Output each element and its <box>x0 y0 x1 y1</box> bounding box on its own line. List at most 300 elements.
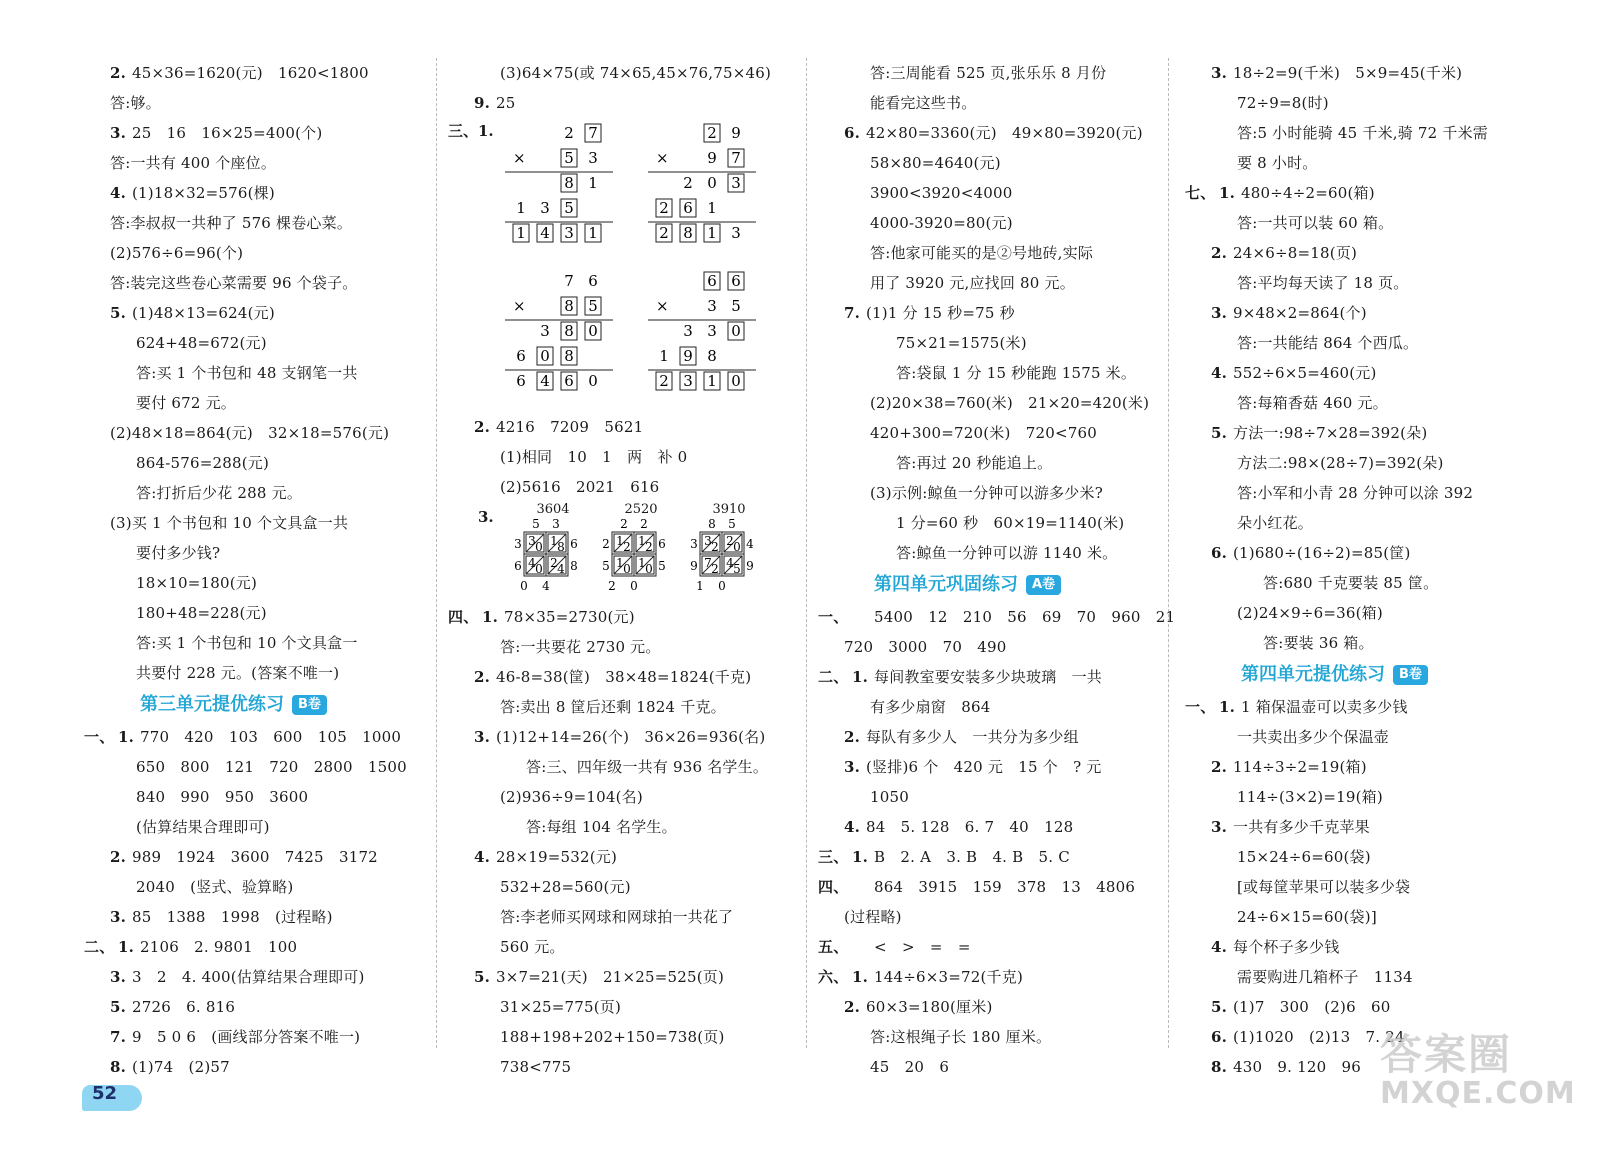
answer-line <box>84 58 434 88</box>
svg-text:×: × <box>656 149 669 167</box>
svg-text:4: 4 <box>726 556 734 570</box>
answer-line: 答:一共要花 2730 元。 <box>500 638 661 656</box>
lattice-result: 2520 <box>624 502 658 517</box>
svg-text:8: 8 <box>707 347 717 365</box>
svg-text:9: 9 <box>731 124 741 142</box>
svg-text:8: 8 <box>564 174 574 192</box>
svg-text:1: 1 <box>616 534 624 548</box>
answer-line: 答:鲸鱼一分钟可以游 1140 米。 <box>896 544 1118 562</box>
question-number: 5. <box>110 304 127 322</box>
section-label: 七、 <box>1185 184 1216 202</box>
answer-line <box>818 118 1178 148</box>
section-label: 六、 <box>818 968 849 986</box>
svg-text:2: 2 <box>659 372 669 390</box>
answer-line <box>84 842 434 872</box>
svg-text:6: 6 <box>514 559 522 573</box>
answer-line: 75×21=1575(米) <box>896 334 1027 352</box>
svg-text:7: 7 <box>731 149 741 167</box>
answer-text: 770 420 103 600 105 1000 <box>140 728 402 746</box>
svg-text:1: 1 <box>696 579 704 593</box>
answer-line: 答:袋鼠 1 分 15 秒能跑 1575 米。 <box>896 364 1137 382</box>
svg-text:8: 8 <box>708 518 716 531</box>
answer-text: 144÷6×3=72(千克) <box>874 968 1024 986</box>
question-number: 7. <box>110 1028 127 1046</box>
section-label: 三、 <box>818 848 849 866</box>
svg-text:5: 5 <box>658 559 666 573</box>
answer-text: (1)74 (2)57 <box>132 1058 230 1076</box>
svg-text:1: 1 <box>516 199 526 217</box>
svg-text:0: 0 <box>630 579 638 593</box>
answer-line: 要付 672 元。 <box>136 394 236 412</box>
answer-line: 答:买 1 个书包和 10 个文具盒一 <box>136 634 358 652</box>
answer-line: 答:再过 20 秒能追上。 <box>896 454 1053 472</box>
svg-text:8: 8 <box>557 540 565 554</box>
answer-line: 624+48=672(元) <box>136 334 267 352</box>
section-label: 一、 <box>818 608 849 626</box>
svg-text:1: 1 <box>638 556 646 570</box>
section-label: 一、 <box>84 728 115 746</box>
svg-text:5: 5 <box>731 297 741 315</box>
svg-text:2: 2 <box>683 174 693 192</box>
svg-text:5: 5 <box>588 297 598 315</box>
answer-line: [或每筐苹果可以装多少袋 <box>1237 878 1411 896</box>
answer-line: 188+198+202+150=738(页) <box>500 1028 725 1046</box>
question-number: 9. <box>474 94 491 112</box>
answer-line <box>448 602 798 632</box>
answer-line <box>1185 692 1565 722</box>
answer-column-2 <box>448 58 798 1082</box>
answer-line: (3)买 1 个书包和 10 个文具盒一共 <box>110 514 349 532</box>
answer-text: 每个杯子多少钱 <box>1233 938 1340 956</box>
question-number: 3. <box>478 508 494 526</box>
section-label: 一、 <box>1185 698 1216 716</box>
svg-text:0: 0 <box>520 579 528 593</box>
answer-line <box>448 88 798 118</box>
answer-text: (1)48×13=624(元) <box>132 304 275 322</box>
svg-text:3: 3 <box>690 537 698 551</box>
svg-text:9: 9 <box>746 559 754 573</box>
svg-text:7: 7 <box>704 556 712 570</box>
svg-text:0: 0 <box>588 322 598 340</box>
answer-line <box>84 1052 434 1082</box>
svg-text:3: 3 <box>683 372 693 390</box>
answer-line: 能看完这些书。 <box>870 94 977 112</box>
svg-text:3: 3 <box>683 322 693 340</box>
column-divider <box>436 58 437 1048</box>
question-number: 4. <box>1211 938 1228 956</box>
question-number: 2. <box>844 998 861 1016</box>
section-heading-title: 第三单元提优练习 <box>140 694 284 715</box>
answer-line: 答:卖出 8 筐后还剩 1824 千克。 <box>500 698 726 716</box>
answer-column-3 <box>818 58 1178 1082</box>
answer-line: 用了 3920 元,应找回 80 元。 <box>870 274 1075 292</box>
answer-line: 18×10=180(元) <box>136 574 258 592</box>
svg-text:2: 2 <box>711 562 719 576</box>
answer-line <box>818 962 1178 992</box>
answer-text: 2106 2. 9801 100 <box>140 938 298 956</box>
svg-text:8: 8 <box>570 559 578 573</box>
answer-text: 25 16 16×25=400(个) <box>132 124 323 142</box>
answer-text: 2726 6. 816 <box>132 998 236 1016</box>
svg-text:0: 0 <box>731 372 741 390</box>
answer-text: 每队有多少人 一共分为多少组 <box>866 728 1079 746</box>
section-heading <box>1185 658 1565 692</box>
lattice-result: 3604 <box>536 502 570 517</box>
question-number: 5. <box>474 968 491 986</box>
svg-text:1: 1 <box>707 224 717 242</box>
svg-text:2: 2 <box>659 199 669 217</box>
svg-text:0: 0 <box>535 562 543 576</box>
answer-line <box>448 662 798 692</box>
question-number: 3. <box>110 908 127 926</box>
svg-text:3: 3 <box>731 174 741 192</box>
answer-line: 答:一共有 400 个座位。 <box>110 154 277 172</box>
answer-line: (3)64×75(或 74×65,45×76,75×46) <box>500 64 772 82</box>
page-number: 52 <box>80 1083 150 1113</box>
svg-text:3: 3 <box>707 322 717 340</box>
answer-text: 3 2 4. 400(估算结果合理即可) <box>132 968 365 986</box>
question-number: 3. <box>1211 818 1228 836</box>
answer-text: 5400 12 210 56 69 70 960 21 <box>874 608 1176 626</box>
answer-text: 一共有多少千克苹果 <box>1233 818 1370 836</box>
svg-text:0: 0 <box>540 347 550 365</box>
answer-line <box>1185 298 1565 328</box>
answer-line: 答:李老师买网球和网球拍一共花了 <box>500 908 734 926</box>
section-label: 三、1. <box>448 122 494 140</box>
answer-text: 4216 7209 5621 <box>496 418 644 436</box>
answer-line <box>448 962 798 992</box>
svg-text:8: 8 <box>564 347 574 365</box>
svg-text:6: 6 <box>564 372 574 390</box>
answer-line: 864-576=288(元) <box>136 454 270 472</box>
answer-text: 85 1388 1998 (过程略) <box>132 908 333 926</box>
answer-line <box>84 1022 434 1052</box>
answer-line: 答:买 1 个书包和 48 支钢笔一共 <box>136 364 358 382</box>
svg-text:×: × <box>656 297 669 315</box>
answer-text: 42×80=3360(元) 49×80=3920(元) <box>866 124 1143 142</box>
answer-line: 答:打折后少花 288 元。 <box>136 484 303 502</box>
answer-line: 答:要装 36 箱。 <box>1263 634 1374 652</box>
mult-76x85 <box>505 272 613 390</box>
svg-text:6: 6 <box>658 537 666 551</box>
answer-line: (2)48×18=864(元) 32×18=576(元) <box>110 424 390 442</box>
answer-line <box>448 722 798 752</box>
answer-line: (1)相同 10 1 两 补 0 <box>500 448 688 466</box>
answer-line: 答:680 千克要装 85 筐。 <box>1263 574 1439 592</box>
svg-text:5: 5 <box>564 199 574 217</box>
answer-column-4 <box>1185 58 1565 1082</box>
question-number: 2. <box>1211 244 1228 262</box>
answer-line: 840 990 950 3600 <box>136 788 309 806</box>
svg-text:9: 9 <box>707 149 717 167</box>
svg-text:0: 0 <box>588 372 598 390</box>
answer-column-1 <box>84 58 434 1082</box>
question-number: 4. <box>844 818 861 836</box>
answer-line <box>1185 992 1565 1022</box>
answer-line: 答:平均每天读了 18 页。 <box>1237 274 1409 292</box>
svg-text:9: 9 <box>683 347 693 365</box>
answer-text: 3×7=21(天) 21×25=525(页) <box>496 968 725 986</box>
svg-text:5: 5 <box>564 149 574 167</box>
question-number: 2. <box>474 668 491 686</box>
answer-line <box>818 842 1178 872</box>
answer-line: 答:每箱香菇 460 元。 <box>1237 394 1388 412</box>
lattice-result: 3910 <box>712 502 746 517</box>
question-number: 5. <box>110 998 127 1016</box>
answer-text: 989 1924 3600 7425 3172 <box>132 848 378 866</box>
svg-text:1: 1 <box>659 347 669 365</box>
section-label: 四、 <box>818 878 849 896</box>
answer-line: 560 元。 <box>500 938 565 956</box>
svg-text:2: 2 <box>620 518 628 531</box>
answer-line <box>84 118 434 148</box>
answer-line: 4000-3920=80(元) <box>870 214 1013 232</box>
section-label: 二、 <box>84 938 115 956</box>
answer-line: 共要付 228 元。(答案不唯一) <box>136 664 340 682</box>
answer-line <box>818 992 1178 1022</box>
question-number: 3. <box>1211 64 1228 82</box>
answer-text: 1 箱保温壶可以卖多少钱 <box>1241 698 1408 716</box>
answer-text: 60×3=180(厘米) <box>866 998 993 1016</box>
answer-text: (1)1020 (2)13 7. 24 <box>1233 1028 1405 1046</box>
answer-line <box>84 992 434 1022</box>
svg-text:6: 6 <box>570 537 578 551</box>
question-number: 2. <box>1211 758 1228 776</box>
svg-text:2: 2 <box>608 579 616 593</box>
svg-text:6: 6 <box>516 372 526 390</box>
svg-text:1: 1 <box>638 534 646 548</box>
answer-text: 480÷4÷2=60(箱) <box>1241 184 1375 202</box>
svg-text:1: 1 <box>516 224 526 242</box>
svg-text:0: 0 <box>731 322 741 340</box>
answer-line <box>1185 238 1565 268</box>
answer-text: 9 5 0 6 (画线部分答案不唯一) <box>132 1028 361 1046</box>
question-number: 5. <box>1211 424 1228 442</box>
answer-line: 31×25=775(页) <box>500 998 622 1016</box>
section-heading <box>818 568 1178 602</box>
svg-text:7: 7 <box>588 124 598 142</box>
svg-text:4: 4 <box>557 562 565 576</box>
answer-line: 答:他家可能买的是②号地砖,实际 <box>870 244 1094 262</box>
answer-text: (1)7 300 (2)6 60 <box>1233 998 1391 1016</box>
svg-text:3: 3 <box>704 534 712 548</box>
svg-text:0: 0 <box>733 540 741 554</box>
answer-line: 方法二:98×(28÷7)=392(朵) <box>1237 454 1444 472</box>
answer-line: 一共卖出多少个保温壶 <box>1237 728 1390 746</box>
svg-text:3: 3 <box>552 518 560 531</box>
question-number: 5. <box>1211 998 1228 1016</box>
answer-text: 430 9. 120 96 <box>1233 1058 1362 1076</box>
question-number: 6. <box>844 124 861 142</box>
svg-text:×: × <box>513 149 526 167</box>
answer-line: 24÷6×15=60(袋)] <box>1237 908 1377 926</box>
svg-text:4: 4 <box>746 537 754 551</box>
svg-text:4: 4 <box>540 372 550 390</box>
svg-text:7: 7 <box>564 272 574 290</box>
svg-text:4: 4 <box>540 224 550 242</box>
answer-line: (过程略) <box>844 908 902 926</box>
question-number: 1. <box>118 938 135 956</box>
answer-line: (2)20×38=760(米) 21×20=420(米) <box>870 394 1150 412</box>
svg-text:3: 3 <box>707 297 717 315</box>
svg-text:2: 2 <box>640 518 648 531</box>
answer-line: 答:小军和小青 28 分钟可以涂 392 <box>1237 484 1474 502</box>
answer-text: 24×6÷8=18(页) <box>1233 244 1358 262</box>
answer-text: (1)12+14=26(个) 36×26=936(名) <box>496 728 766 746</box>
answer-line: 738<775 <box>500 1058 572 1076</box>
answer-line: 1050 <box>870 788 909 806</box>
answer-text: 864 3915 159 378 13 4806 <box>874 878 1136 896</box>
question-number: 1. <box>1219 184 1236 202</box>
answer-text: 114÷3÷2=19(箱) <box>1233 758 1367 776</box>
answer-line <box>1185 178 1565 208</box>
svg-text:3: 3 <box>528 534 536 548</box>
answer-text: 552÷6×5=460(元) <box>1233 364 1377 382</box>
answer-text: 每间教室要安装多少块玻璃 一共 <box>874 668 1103 686</box>
svg-text:3: 3 <box>540 322 550 340</box>
svg-text:8: 8 <box>683 224 693 242</box>
svg-text:3: 3 <box>731 224 741 242</box>
answer-line <box>84 722 434 752</box>
question-number: 8. <box>110 1058 127 1076</box>
section-heading <box>84 688 434 722</box>
answer-line: (2)576÷6=96(个) <box>110 244 244 262</box>
answer-line: 650 800 121 720 2800 1500 <box>136 758 407 776</box>
answer-line: 答:一共能结 864 个西瓜。 <box>1237 334 1419 352</box>
answer-line: 答:够。 <box>110 94 161 112</box>
answer-line: 15×24÷6=60(袋) <box>1237 848 1371 866</box>
answer-line: 答:这根绳子长 180 厘米。 <box>870 1028 1052 1046</box>
svg-text:5: 5 <box>602 559 610 573</box>
section-badge: B卷 <box>292 695 327 715</box>
section-label: 五、 <box>818 938 849 956</box>
answer-line: 180+48=228(元) <box>136 604 267 622</box>
answer-text: (1)1 分 15 秒=75 秒 <box>866 304 1015 322</box>
answer-line <box>1185 58 1565 88</box>
svg-text:0: 0 <box>707 174 717 192</box>
question-number: 2. <box>110 848 127 866</box>
answer-line: 朵小红花。 <box>1237 514 1314 532</box>
question-number: 6. <box>1211 1028 1228 1046</box>
svg-text:0: 0 <box>718 579 726 593</box>
answer-text: 9×48×2=864(个) <box>1233 304 1367 322</box>
svg-text:6: 6 <box>707 272 717 290</box>
section-badge: B卷 <box>1393 665 1428 685</box>
svg-text:2: 2 <box>602 537 610 551</box>
section-badge: A卷 <box>1026 575 1061 595</box>
question-number: 4. <box>1211 364 1228 382</box>
mult-27x53 <box>505 124 613 242</box>
answer-line: 答:5 小时能骑 45 千米,骑 72 千米需 <box>1237 124 1488 142</box>
svg-text:0: 0 <box>623 562 631 576</box>
question-number: 1. <box>482 608 499 626</box>
answer-line: 532+28=560(元) <box>500 878 631 896</box>
answer-line: 答:每组 104 名学生。 <box>526 818 677 836</box>
answer-line: (估算结果合理即可) <box>136 818 270 836</box>
answer-line: 要 8 小时。 <box>1237 154 1318 172</box>
question-number: 8. <box>1211 1058 1228 1076</box>
svg-text:6: 6 <box>683 199 693 217</box>
answer-line: 1 分=60 秒 60×19=1140(米) <box>896 514 1125 532</box>
answer-line: (2)24×9÷6=36(箱) <box>1237 604 1383 622</box>
answer-text: (1)18×32=576(棵) <box>132 184 275 202</box>
question-number: 2. <box>474 418 491 436</box>
answer-line: 720 3000 70 490 <box>844 638 1007 656</box>
svg-text:1: 1 <box>588 174 598 192</box>
svg-text:0: 0 <box>535 540 543 554</box>
answer-text: 25 <box>496 94 516 112</box>
answer-line: 有多少扇窗 864 <box>870 698 991 716</box>
answer-line <box>84 932 434 962</box>
answer-line: 需要购进几箱杯子 1134 <box>1237 968 1413 986</box>
question-number: 1. <box>852 668 869 686</box>
answer-line <box>818 722 1178 752</box>
svg-text:2: 2 <box>564 124 574 142</box>
svg-text:2: 2 <box>623 540 631 554</box>
answer-line: (2)5616 2021 616 <box>500 478 660 496</box>
question-number: 1. <box>852 968 869 986</box>
answer-line <box>84 298 434 328</box>
svg-text:2: 2 <box>550 556 558 570</box>
answer-line: 要付多少钱? <box>136 544 221 562</box>
lattice-grid <box>514 518 578 593</box>
lattice-multiplication-block <box>448 502 798 602</box>
answer-line <box>818 932 1178 962</box>
question-number: 3. <box>110 968 127 986</box>
section-heading-title: 第四单元提优练习 <box>1241 664 1385 685</box>
question-number: 4. <box>474 848 491 866</box>
svg-text:1: 1 <box>588 224 598 242</box>
answer-line: 答:装完这些卷心菜需要 96 个袋子。 <box>110 274 358 292</box>
svg-text:8: 8 <box>564 297 574 315</box>
multiplication-diagrams <box>503 118 823 408</box>
lattice-grid <box>690 518 754 593</box>
answer-text: 45×36=1620(元) 1620<1800 <box>132 64 369 82</box>
watermark: 答案圈 MXQE.COM <box>1380 1030 1576 1111</box>
answer-text: 46-8=38(筐) 38×48=1824(千克) <box>496 668 752 686</box>
answer-line: 2040 (竖式、验算略) <box>136 878 294 896</box>
svg-text:5: 5 <box>728 518 736 531</box>
question-number: 7. <box>844 304 861 322</box>
svg-text:×: × <box>513 297 526 315</box>
answer-line: 114÷(3×2)=19(箱) <box>1237 788 1383 806</box>
svg-text:6: 6 <box>516 347 526 365</box>
answer-line <box>818 752 1178 782</box>
svg-text:1: 1 <box>707 372 717 390</box>
lattice-grid <box>602 518 666 593</box>
svg-text:2: 2 <box>645 540 653 554</box>
answer-line <box>1185 812 1565 842</box>
lattice-grids <box>500 518 800 602</box>
answer-line <box>1185 932 1565 962</box>
svg-text:3: 3 <box>514 537 522 551</box>
question-number: 6. <box>1211 544 1228 562</box>
svg-text:3: 3 <box>540 199 550 217</box>
answer-line <box>818 662 1178 692</box>
mult-29x97 <box>648 124 756 242</box>
answer-line: 45 20 6 <box>870 1058 950 1076</box>
answer-text: 78×35=2730(元) <box>504 608 635 626</box>
answer-text: (竖排)6 个 420 元 15 个 ? 元 <box>866 758 1102 776</box>
answer-line: 58×80=4640(元) <box>870 154 1001 172</box>
answer-text: 84 5. 128 6. 7 40 128 <box>866 818 1074 836</box>
answer-line <box>818 812 1178 842</box>
svg-text:6: 6 <box>588 272 598 290</box>
svg-text:2: 2 <box>707 124 717 142</box>
section-label: 二、 <box>818 668 849 686</box>
answer-line <box>1185 538 1565 568</box>
svg-text:9: 9 <box>690 559 698 573</box>
